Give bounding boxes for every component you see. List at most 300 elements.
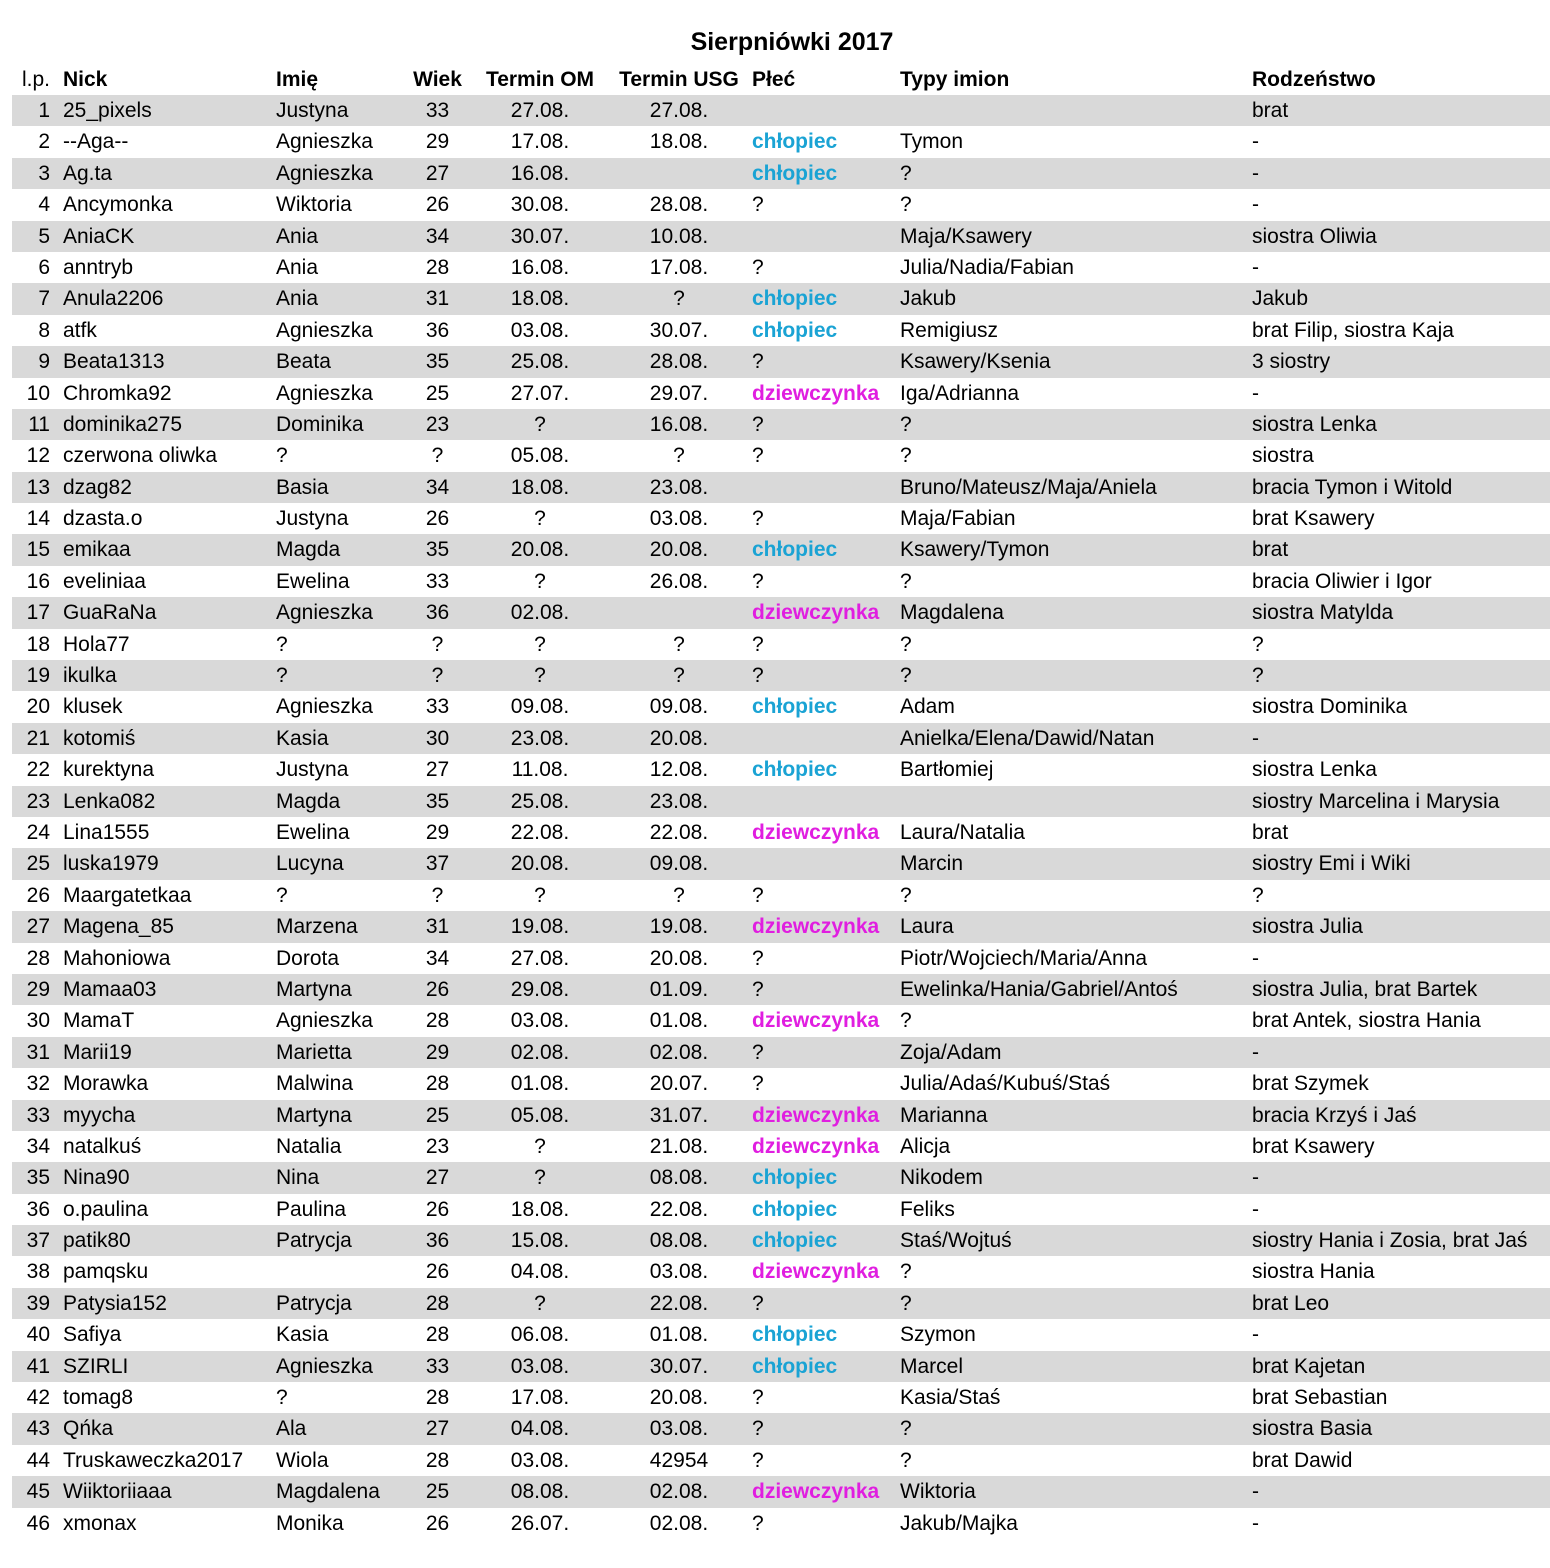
header-nick: Nick [63, 68, 108, 91]
cell-nick: Truskaweczka2017 [63, 1448, 244, 1472]
cell-typy-imion: Iga/Adrianna [900, 381, 1020, 405]
cell-lp: 21 [26, 726, 50, 750]
cell-imie: Beata [276, 350, 331, 374]
cell-imie: Justyna [276, 507, 349, 531]
cell-typy-imion: ? [900, 569, 912, 593]
spreadsheet-table [12, 64, 1550, 1539]
cell-wiek: 27 [425, 1417, 450, 1441]
cell-termin-om: 19.08. [510, 915, 570, 939]
cell-rodzenstwo: - [1252, 1166, 1259, 1190]
cell-wiek: 33 [425, 99, 450, 122]
cell-termin-usg: 12.08. [649, 758, 709, 782]
cell-termin-usg: 26.08. [649, 569, 709, 593]
header-termin-usg: Termin USG [619, 68, 739, 91]
cell-nick: o.paulina [63, 1197, 149, 1221]
cell-wiek: 29 [425, 1040, 450, 1064]
cell-wiek: 33 [425, 1354, 450, 1378]
cell-termin-usg: 22.08. [649, 1197, 709, 1221]
cell-plec: ? [752, 255, 764, 279]
cell-rodzenstwo: brat [1252, 538, 1289, 562]
cell-wiek: 30 [425, 726, 450, 750]
table-row [12, 974, 1550, 1005]
cell-nick: --Aga-- [63, 130, 129, 154]
cell-termin-usg: 31.07. [649, 1103, 709, 1127]
table-row [12, 629, 1550, 660]
cell-nick: Lenka082 [63, 789, 156, 813]
table-row [12, 158, 1550, 189]
cell-lp: 2 [38, 130, 50, 154]
table-row [12, 283, 1550, 314]
cell-typy-imion: Julia/Nadia/Fabian [900, 255, 1074, 279]
cell-termin-om: 29.08. [510, 977, 570, 1001]
table-row [12, 1194, 1550, 1225]
cell-lp: 34 [26, 1134, 50, 1158]
cell-termin-usg: 20.08. [649, 946, 709, 970]
cell-wiek: 35 [425, 350, 450, 374]
cell-rodzenstwo: siostra Oliwia [1252, 224, 1377, 248]
cell-wiek: 35 [425, 538, 450, 562]
cell-termin-usg: 02.08. [649, 1040, 709, 1064]
table-row [12, 1225, 1550, 1256]
cell-termin-om: 03.08. [510, 1448, 570, 1472]
cell-lp: 33 [26, 1103, 50, 1127]
cell-rodzenstwo: siostra Julia [1252, 915, 1363, 939]
cell-termin-om: 25.08. [510, 789, 570, 813]
cell-wiek: 28 [425, 1323, 450, 1347]
table-row [12, 817, 1550, 848]
cell-imie: Ala [276, 1417, 307, 1441]
cell-plec: ? [752, 350, 764, 374]
cell-imie: Agnieszka [276, 1009, 373, 1033]
cell-typy-imion: Jakub/Majka [900, 1511, 1018, 1535]
cell-nick: atfk [63, 318, 97, 342]
cell-rodzenstwo: siostry Emi i Wiki [1252, 852, 1411, 876]
cell-wiek: 36 [425, 1229, 450, 1253]
cell-wiek: 23 [425, 412, 450, 436]
table-row [12, 440, 1550, 471]
cell-termin-om: 17.08. [510, 1386, 570, 1410]
cell-imie: Agnieszka [276, 161, 373, 185]
cell-lp: 13 [26, 475, 50, 499]
cell-lp: 27 [26, 915, 50, 939]
cell-plec: ? [752, 883, 764, 907]
cell-plec: chłopiec [752, 130, 838, 154]
cell-wiek: 28 [425, 1448, 450, 1472]
cell-termin-om: ? [534, 1134, 546, 1158]
cell-termin-usg: 19.08. [649, 915, 709, 939]
cell-plec: ? [752, 1072, 764, 1096]
cell-plec: ? [752, 412, 764, 436]
cell-imie: Martyna [276, 1103, 352, 1127]
cell-termin-usg: ? [673, 444, 685, 468]
cell-wiek: ? [431, 883, 444, 907]
cell-imie: Dominika [276, 412, 364, 436]
cell-rodzenstwo: siostra Matylda [1252, 601, 1394, 625]
cell-wiek: 25 [425, 1103, 450, 1127]
cell-termin-om: 15.08. [510, 1229, 570, 1253]
cell-typy-imion: ? [900, 632, 912, 656]
cell-imie: Martyna [276, 977, 352, 1001]
cell-nick: Maargatetkaa [63, 883, 192, 907]
cell-termin-om: ? [534, 1166, 546, 1190]
table-row [12, 1351, 1550, 1382]
cell-typy-imion: Laura/Natalia [900, 820, 1025, 844]
cell-termin-usg: 01.08. [649, 1009, 709, 1033]
cell-imie: Agnieszka [276, 1354, 373, 1378]
cell-nick: Chromka92 [63, 381, 172, 405]
cell-wiek: 26 [425, 1511, 450, 1535]
cell-termin-usg: 22.08. [649, 1291, 709, 1315]
cell-rodzenstwo: - [1252, 1197, 1259, 1221]
cell-imie: Wiktoria [276, 193, 352, 217]
cell-rodzenstwo: brat [1252, 99, 1289, 122]
cell-termin-om: 23.08. [510, 726, 570, 750]
cell-lp: 18 [26, 632, 50, 656]
table-row [12, 1445, 1550, 1476]
cell-imie: Lucyna [276, 852, 344, 876]
cell-rodzenstwo: - [1252, 1511, 1259, 1535]
cell-rodzenstwo: brat Leo [1252, 1291, 1330, 1315]
table-row [12, 252, 1550, 283]
cell-termin-usg: 28.08. [649, 350, 709, 374]
cell-lp: 8 [38, 318, 50, 342]
table-row [12, 1476, 1550, 1507]
cell-lp: 9 [38, 350, 50, 374]
cell-typy-imion: ? [900, 1448, 912, 1472]
cell-rodzenstwo: siostra Hania [1252, 1260, 1375, 1284]
cell-imie: Agnieszka [276, 318, 373, 342]
cell-imie: Dorota [276, 946, 340, 970]
cell-nick: AniaCK [63, 224, 135, 248]
table-row [12, 1319, 1550, 1350]
cell-imie: Nina [276, 1166, 320, 1190]
cell-termin-om: 27.08. [510, 946, 570, 970]
cell-lp: 35 [26, 1166, 50, 1190]
cell-imie: Natalia [276, 1134, 342, 1158]
cell-termin-usg: 42954 [649, 1448, 709, 1472]
cell-nick: Wiiktoriiaaa [63, 1480, 172, 1504]
cell-plec: chłopiec [752, 1197, 838, 1221]
cell-wiek: 25 [425, 1480, 450, 1504]
cell-imie: Magda [276, 789, 341, 813]
cell-rodzenstwo: brat Antek, siostra Hania [1252, 1009, 1481, 1033]
table-row [12, 221, 1550, 252]
cell-nick: Lina1555 [63, 820, 150, 844]
cell-imie: Magdalena [276, 1480, 380, 1504]
header-rodzenstwo: Rodzeństwo [1252, 68, 1376, 91]
cell-termin-om: 25.08. [510, 350, 570, 374]
cell-nick: dzag82 [63, 475, 132, 499]
cell-lp: 17 [26, 601, 50, 625]
cell-lp: 29 [26, 977, 50, 1001]
cell-imie: Patrycja [276, 1291, 352, 1315]
cell-imie: Ania [276, 287, 319, 311]
cell-rodzenstwo: Jakub [1252, 287, 1309, 311]
cell-typy-imion: Ksawery/Tymon [900, 538, 1050, 562]
cell-typy-imion: ? [900, 1417, 912, 1441]
cell-imie: Justyna [276, 99, 349, 122]
cell-plec: chłopiec [752, 1166, 838, 1190]
cell-termin-usg: 08.08. [649, 1166, 709, 1190]
cell-rodzenstwo: - [1252, 1040, 1259, 1064]
cell-termin-om: 05.08. [510, 1103, 570, 1127]
cell-wiek: 29 [425, 820, 450, 844]
cell-typy-imion: Ewelinka/Hania/Gabriel/Antoś [900, 977, 1178, 1001]
cell-lp: 32 [26, 1072, 50, 1096]
cell-imie: Magda [276, 538, 341, 562]
cell-termin-usg: 23.08. [649, 475, 709, 499]
cell-typy-imion: Marcin [900, 852, 964, 876]
cell-typy-imion: Marcel [900, 1354, 964, 1378]
cell-plec: ? [752, 193, 764, 217]
cell-termin-om: 18.08. [510, 1197, 570, 1221]
table-row [12, 566, 1550, 597]
cell-plec: dziewczynka [752, 1260, 880, 1284]
cell-termin-om: ? [534, 507, 546, 531]
header-wiek: Wiek [413, 68, 462, 91]
cell-typy-imion: Bruno/Mateusz/Maja/Aniela [900, 475, 1157, 499]
cell-imie: Agnieszka [276, 130, 373, 154]
cell-rodzenstwo: siostra [1252, 444, 1314, 468]
cell-termin-usg: 18.08. [649, 130, 709, 154]
cell-typy-imion: Maja/Ksawery [900, 224, 1032, 248]
cell-plec: ? [752, 946, 764, 970]
cell-imie: ? [276, 664, 288, 688]
cell-plec: ? [752, 1040, 764, 1064]
cell-typy-imion: ? [900, 1291, 912, 1315]
cell-typy-imion: Feliks [900, 1197, 955, 1221]
cell-termin-usg: ? [673, 664, 685, 688]
cell-termin-om: ? [534, 1291, 546, 1315]
cell-wiek: ? [431, 444, 444, 468]
cell-nick: dzasta.o [63, 507, 143, 531]
cell-nick: klusek [63, 695, 123, 719]
cell-rodzenstwo: - [1252, 726, 1259, 750]
cell-rodzenstwo: bracia Krzyś i Jaś [1252, 1103, 1417, 1127]
cell-wiek: 28 [425, 1072, 450, 1096]
cell-typy-imion: ? [900, 1009, 912, 1033]
cell-lp: 16 [26, 569, 50, 593]
cell-typy-imion: Nikodem [900, 1166, 983, 1190]
table-row [12, 660, 1550, 691]
cell-termin-usg: 20.08. [649, 726, 709, 750]
cell-typy-imion: Zoja/Adam [900, 1040, 1002, 1064]
cell-termin-usg: 20.07. [649, 1072, 709, 1096]
cell-termin-om: ? [534, 569, 546, 593]
cell-plec: ? [752, 444, 764, 468]
page-title: Sierpniówki 2017 [690, 28, 894, 56]
cell-wiek: 23 [425, 1134, 450, 1158]
cell-rodzenstwo: - [1252, 130, 1259, 154]
cell-imie: ? [276, 444, 288, 468]
cell-wiek: 36 [425, 601, 450, 625]
cell-termin-usg: ? [673, 287, 685, 311]
cell-termin-usg: 03.08. [649, 1260, 709, 1284]
cell-nick: czerwona oliwka [63, 444, 218, 468]
cell-wiek: 28 [425, 1386, 450, 1410]
cell-imie: Kasia [276, 1323, 329, 1347]
table-row [12, 534, 1550, 565]
cell-termin-om: 02.08. [510, 1040, 570, 1064]
table-row [12, 597, 1550, 628]
cell-imie: Ania [276, 255, 319, 279]
cell-termin-om: ? [534, 883, 546, 907]
cell-nick: Morawka [63, 1072, 149, 1096]
cell-nick: Nina90 [63, 1166, 130, 1190]
cell-plec: dziewczynka [752, 1009, 880, 1033]
cell-plec: ? [752, 664, 764, 688]
cell-wiek: 28 [425, 1009, 450, 1033]
cell-rodzenstwo: - [1252, 381, 1259, 405]
table-row [12, 1068, 1550, 1099]
cell-lp: 14 [26, 507, 50, 531]
table-row [12, 754, 1550, 785]
cell-plec: chłopiec [752, 161, 838, 185]
cell-wiek: 31 [425, 915, 450, 939]
cell-nick: ikulka [63, 664, 117, 688]
cell-wiek: ? [431, 632, 444, 656]
cell-termin-om: ? [534, 412, 546, 436]
cell-nick: tomag8 [63, 1386, 134, 1410]
header-row [12, 64, 1550, 95]
cell-typy-imion: Adam [900, 695, 955, 719]
cell-nick: SZIRLI [63, 1354, 129, 1378]
cell-plec: chłopiec [752, 758, 838, 782]
cell-plec: chłopiec [752, 1323, 838, 1347]
cell-termin-om: 04.08. [510, 1417, 570, 1441]
cell-termin-usg: ? [673, 632, 685, 656]
cell-lp: 19 [26, 664, 50, 688]
cell-imie: ? [276, 883, 288, 907]
cell-wiek: ? [431, 664, 444, 688]
cell-termin-usg: 23.08. [649, 789, 709, 813]
cell-rodzenstwo: brat Ksawery [1252, 1134, 1375, 1158]
cell-wiek: 26 [425, 1197, 450, 1221]
table-row [12, 943, 1550, 974]
cell-imie: Marzena [276, 915, 358, 939]
table-row [12, 378, 1550, 409]
table-row [12, 126, 1550, 157]
cell-rodzenstwo: siostra Basia [1252, 1417, 1373, 1441]
cell-termin-usg: 01.08. [649, 1323, 709, 1347]
cell-plec: chłopiec [752, 1229, 838, 1253]
cell-imie: Marietta [276, 1040, 352, 1064]
cell-nick: Safiya [63, 1323, 122, 1347]
cell-lp: 3 [38, 161, 50, 185]
table-row [12, 1131, 1550, 1162]
cell-wiek: 34 [425, 946, 450, 970]
cell-lp: 45 [26, 1480, 50, 1504]
cell-termin-usg: 20.08. [649, 1386, 709, 1410]
cell-typy-imion: Marianna [900, 1103, 988, 1127]
cell-termin-usg: 01.09. [649, 977, 709, 1001]
cell-termin-usg: 08.08. [649, 1229, 709, 1253]
cell-rodzenstwo: brat Ksawery [1252, 507, 1375, 531]
cell-termin-usg: 28.08. [649, 193, 709, 217]
cell-termin-usg: 16.08. [649, 412, 709, 436]
cell-plec: dziewczynka [752, 1480, 880, 1504]
cell-wiek: 26 [425, 977, 450, 1001]
cell-wiek: 27 [425, 758, 450, 782]
cell-plec: dziewczynka [752, 1134, 880, 1158]
cell-nick: kotomiś [63, 726, 136, 750]
cell-nick: xmonax [63, 1511, 137, 1535]
cell-wiek: 27 [425, 161, 450, 185]
cell-nick: Qńka [63, 1417, 114, 1441]
cell-termin-om: 18.08. [510, 287, 570, 311]
cell-lp: 46 [26, 1511, 50, 1535]
cell-plec: ? [752, 1417, 764, 1441]
header-typy-imion: Typy imion [900, 68, 1010, 91]
cell-plec: ? [752, 632, 764, 656]
cell-plec: dziewczynka [752, 915, 880, 939]
cell-imie: Justyna [276, 758, 349, 782]
table-row [12, 1005, 1550, 1036]
cell-typy-imion: Anielka/Elena/Dawid/Natan [900, 726, 1155, 750]
cell-imie: ? [276, 632, 288, 656]
cell-termin-usg: 10.08. [649, 224, 709, 248]
cell-termin-om: 26.07. [510, 1511, 570, 1535]
cell-imie: Ania [276, 224, 319, 248]
cell-wiek: 35 [425, 789, 450, 813]
cell-termin-om: 18.08. [510, 475, 570, 499]
cell-termin-om: 04.08. [510, 1260, 570, 1284]
cell-lp: 44 [26, 1448, 50, 1472]
cell-termin-usg: 02.08. [649, 1480, 709, 1504]
cell-lp: 26 [26, 883, 50, 907]
cell-nick: Ancymonka [63, 193, 173, 217]
cell-typy-imion: Wiktoria [900, 1480, 976, 1504]
cell-lp: 41 [26, 1354, 50, 1378]
cell-wiek: 33 [425, 695, 450, 719]
cell-lp: 1 [38, 99, 50, 122]
cell-lp: 4 [38, 193, 50, 217]
cell-lp: 43 [26, 1417, 50, 1441]
cell-termin-om: 09.08. [510, 695, 570, 719]
cell-plec: dziewczynka [752, 381, 880, 405]
cell-typy-imion: Bartłomiej [900, 758, 994, 782]
cell-imie: Ewelina [276, 569, 350, 593]
cell-termin-om: 27.08. [510, 99, 570, 122]
cell-rodzenstwo: siostra Dominika [1252, 695, 1408, 719]
cell-nick: luska1979 [63, 852, 159, 876]
cell-nick: Mahoniowa [63, 946, 171, 970]
cell-imie: Malwina [276, 1072, 354, 1096]
cell-lp: 10 [26, 381, 50, 405]
cell-rodzenstwo: - [1252, 1480, 1259, 1504]
cell-termin-om: 03.08. [510, 318, 570, 342]
cell-termin-om: 22.08. [510, 820, 570, 844]
cell-wiek: 36 [425, 318, 450, 342]
table-row [12, 1100, 1550, 1131]
cell-nick: Patysia152 [63, 1291, 167, 1315]
cell-rodzenstwo: ? [1252, 883, 1264, 907]
cell-nick: dominika275 [63, 412, 183, 436]
cell-termin-om: 30.07. [510, 224, 570, 248]
cell-termin-om: 08.08. [510, 1480, 570, 1504]
cell-wiek: 37 [425, 852, 450, 876]
cell-lp: 36 [26, 1197, 50, 1221]
cell-lp: 15 [26, 538, 50, 562]
cell-nick: Magena_85 [63, 915, 174, 939]
cell-wiek: 28 [425, 1291, 450, 1315]
cell-typy-imion: Maja/Fabian [900, 507, 1016, 531]
cell-nick: GuaRaNa [63, 601, 157, 625]
cell-imie: Basia [276, 475, 329, 499]
header-termin-om: Termin OM [485, 68, 595, 91]
cell-rodzenstwo: siostry Marcelina i Marysia [1252, 789, 1500, 813]
cell-rodzenstwo: - [1252, 161, 1259, 185]
